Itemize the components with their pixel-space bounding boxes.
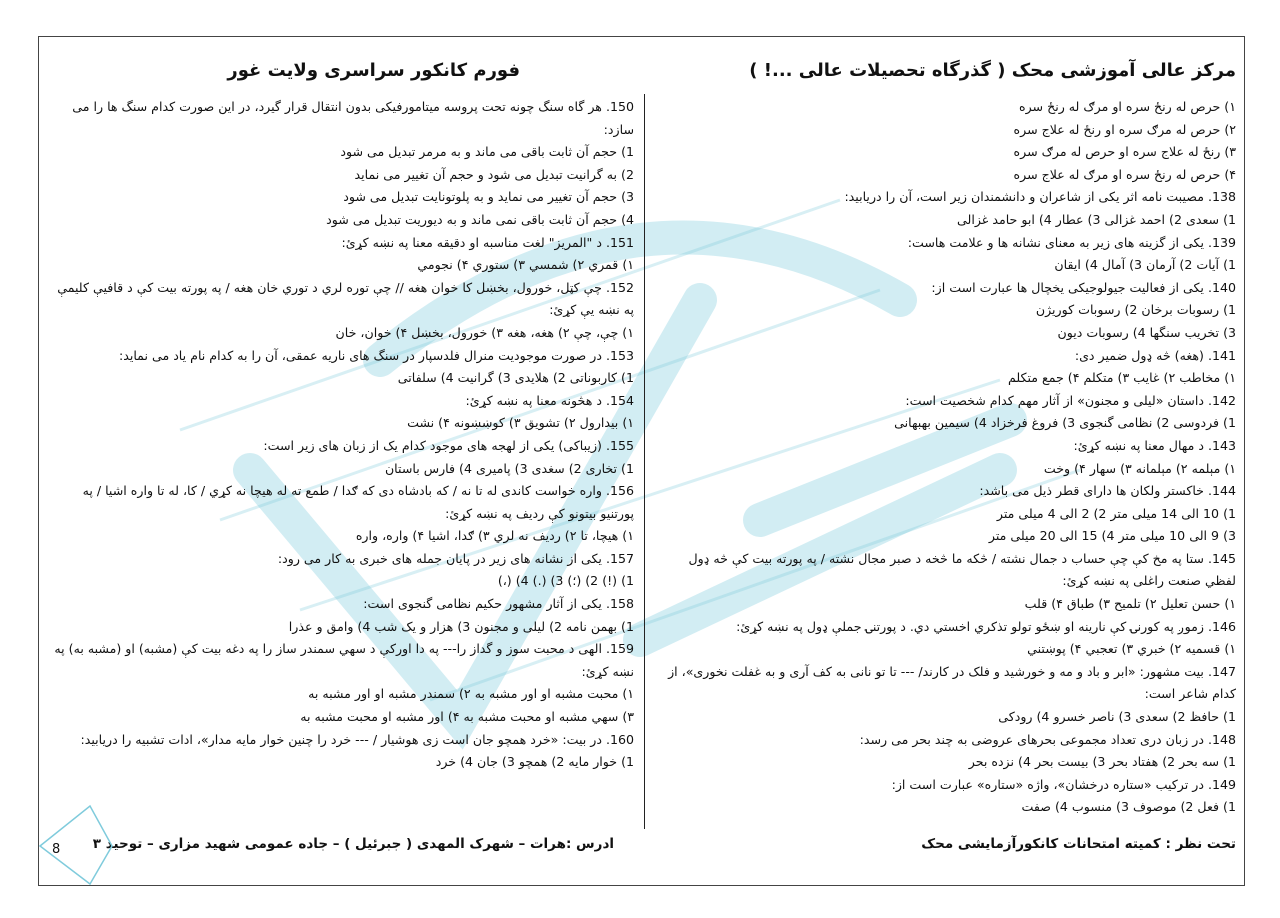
question-line: 145. ستا په مخ کې چې حساب د جمال نشته / څکه ما څخه د صبر مجال نشته / په پورته بیت کې څه ډول لفظي صنعت راغلی په نښه کړئ: (688, 550, 1236, 589)
question-line: 149. در ترکیب «ستاره درخشان»، واژه «ستاره» عبارت است از: (891, 776, 1236, 792)
question-line: 151. د "المریز" لغت مناسبه او دقیقه معنا په نښه کړئ: (341, 234, 634, 250)
question-line: ۱) قسمیه ۲) خبري ۳) تعجبي ۴) پوښتني (1027, 641, 1236, 657)
question-line: ۱) چې، چې ۲) هغه، هغه ۳) خورول، بخښل ۴) خوان، خان (335, 324, 634, 340)
question-line: 1) تخاری 2) سغدی 3) پامیری 4) فارس باستان (384, 460, 634, 476)
question-line: 1) (!) 2) (؛) 3) (.) 4) (،) (497, 573, 634, 589)
question-line: ۱) مخاطب ۲) غایب ۳) متکلم ۴) جمع متکلم (1007, 370, 1236, 386)
question-line: ۱) حرص له رنځ سره او مرګ له رنځ سره (1018, 99, 1236, 114)
question-line: 3) 9 الی 10 میلی متر 4) 15 الی 20 میلی متر (988, 528, 1236, 544)
question-line: 147. بیت مشهور: «ابر و باد و مه و خورشید و فلک در کارند/ --- تا تو نانی به کف آری و به غفلت نخوری»، از کدام شاعر است: (668, 663, 1236, 702)
left-column (46, 96, 634, 774)
footer-address: ادرس :هرات – شهرک المهدی ( جبرئیل ) – جاده عمومی شهید مزاری – توحید ۳ (92, 836, 614, 852)
question-line: 1) بهمن نامه 2) لیلی و مجنون 3) هزار و یک شب 4) وامق و عذرا (288, 618, 634, 634)
question-line: 152. چې کټل، خورول، بخښل کا خوان هغه // چې توره لري د توري خان هغه / په پورته بیت کې د قافیې کلیمې په نښه یې کړئ: (57, 279, 634, 318)
question-line: 1) رسوبات برخان 2) رسوبات کوریژن (1035, 302, 1236, 318)
page-number: 8 (52, 842, 61, 857)
question-line: ۳) سهي مشبه او محبت مشبه به ۴) اور مشبه او محبت مشبه به (300, 709, 634, 725)
question-line: 1) حافظ 2) سعدی 3) ناصر خسرو 4) رودکی (998, 709, 1236, 725)
question-line: ۱) بیدارول ۲) تشویق ۳) کوښښونه ۴) نشت (407, 415, 634, 431)
question-line: 159. الهی د محبت سوز و گداز را--- په دا اورکې د سهي سمندر ساز را په دغه بیت کې (مشبه) او (مشبه به) په نښه کړئ: (54, 641, 634, 679)
question-line: 138. مصیبت نامه اثر یکی از شاعران و دانشمندان زیر است، آن را دریابید: (844, 189, 1236, 205)
question-line: ۱) قمري ۲) شمسي ۳) ستوري ۴) نجومي (417, 257, 634, 273)
question-line: 1) آیات 2) آرمان 3) آمال 4) ایقان (1054, 257, 1236, 273)
question-line: 3) حجم آن تغییر می نماید و به پلوتونایت تبدیل می شود (343, 189, 634, 205)
right-column (656, 96, 1236, 819)
question-line: 139. یکی از گزینه های زیر به معنای نشانه ها و علامت هاست: (907, 234, 1236, 250)
question-line: 155. (زیباکی) یکی از لهجه های موجود کدام یک از زبان های زیر است: (263, 437, 634, 453)
question-line: 153. در صورت موجودیت منرال فلدسپار در سنگ های ناریه عمقی، آن را به کدام نام یاد می نماید: (118, 347, 634, 363)
question-line: 158. یکی از آثار مشهور حکیم نظامی گنجوی است: (363, 596, 634, 612)
question-line: 157. یکی از نشانه های زیر در پایان جمله های خبری به کار می رود: (277, 550, 634, 566)
question-line: 1) حجم آن ثابت باقی می ماند و به مرمر تبدیل می شود (340, 144, 634, 160)
question-line: 1) خوار مایه 2) همچو 3) جان 4) خرد (435, 754, 634, 770)
question-line: 150. هر گاه سنگ چونه تحت پروسه میتامورفیکی بدون انتقال قرار گیرد، در این صورت کدام سنگ ها را می سازد: (72, 99, 634, 137)
question-line: ۱) حسن تعلیل ۲) تلمیح ۳) طباق ۴) قلب (1024, 596, 1236, 612)
left-title: فورم کانکور سراسری ولایت غور (227, 60, 520, 81)
question-line: 1) فردوسی 2) نظامی گنجوی 3) فروغ فرخزاد 4) سیمین بهبهانی (894, 415, 1236, 431)
question-line: ۱) هیچا، تا ۲) ردیف نه لري ۳) ګدا، اشیا ۴) واره، واره (355, 528, 634, 544)
question-line: 146. زموږ په کورنۍ کې نارینه او ښځو تولو تذکري اخستي دي. د پورتنۍ جملې ډول په نښه کړئ: (736, 618, 1236, 634)
question-line: 1) 10 الی 14 میلی متر 2) 2 الی 4 میلی متر (996, 505, 1236, 521)
question-line: 1) کاربوناتی 2) هلایدی 3) گرانیت 4) سلفاتی (397, 370, 634, 386)
question-line: 3) تخریب سنگها 4) رسوبات دیون (1057, 324, 1236, 340)
question-line: ۳) رنځ له علاج سره او حرص له مرګ سره (1013, 144, 1236, 160)
right-title: مرکز عالی آموزشی محک ( گذرگاه تحصیلات عالی ...! ) (749, 60, 1236, 81)
question-line: 1) سه بحر 2) هفتاد بحر 3) بیست بحر 4) نزده بحر (968, 754, 1236, 770)
question-line: ۱) محبت مشبه او اور مشبه به ۲) سمندر مشبه او اور مشبه به (308, 686, 634, 702)
question-line: 2) به گرانیت تبدیل می شود و حجم آن تغییر می نماید (354, 166, 634, 182)
question-line: 160. در بیت: «خرد همچو جان است زی هوشیار / --- خرد را چنین خوار مایه مدار»، ادات تشبیه را دریابید: (80, 731, 634, 747)
column-divider (644, 94, 645, 829)
question-line: 154. د هڅونه معنا په نښه کړئ: (465, 392, 634, 408)
question-line: ۱) مېلمه ۲) مېلمانه ۳) سهار ۴) وخت (1043, 460, 1236, 476)
question-line: 144. خاکستر ولکان ها دارای قطر ذیل می باشد: (979, 483, 1236, 499)
question-line: 1) سعدی 2) احمد غزالی 3) عطار 4) ابو حامد غزالی (956, 211, 1236, 227)
question-line: ۴) حرص له رنځ سره او مرګ له علاج سره (1013, 166, 1236, 182)
question-line: ۲) حرص له مرګ سره او رنځ له علاج سره (1013, 121, 1236, 137)
question-line: 1) فعل 2) موصوف 3) منسوب 4) صفت (1021, 799, 1236, 815)
question-line: 140. یکی از فعالیت جیولوجیکی یخچال ها عبارت است از: (931, 279, 1236, 295)
question-line: 141. (هغه) څه ډول ضمیر دی: (1074, 347, 1236, 363)
question-line: 143. د مهال معنا په نښه کړئ: (1073, 437, 1236, 453)
question-line: 156. واره خواست کاندی له تا نه / که بادشاه دی که ګدا / طمع ته له هیچا نه کړي / کا، له تا واره اشیا / په پورتنیو بیتونو کې ردیف په نښه کړئ: (82, 483, 634, 521)
question-line: 148. در زبان دری تعداد مجموعی بحرهای عروضی به چند بحر می رسد: (859, 731, 1236, 747)
footer-supervision: تحت نظر : کمیته امتحانات کانکورآزمایشی محک (921, 836, 1236, 852)
question-line: 142. داستان «لیلی و مجنون» از آثار مهم کدام شخصیت است: (905, 392, 1236, 408)
question-line: 4) حجم آن ثابت باقی نمی ماند و به دیوریت تبدیل می شود (326, 211, 634, 227)
